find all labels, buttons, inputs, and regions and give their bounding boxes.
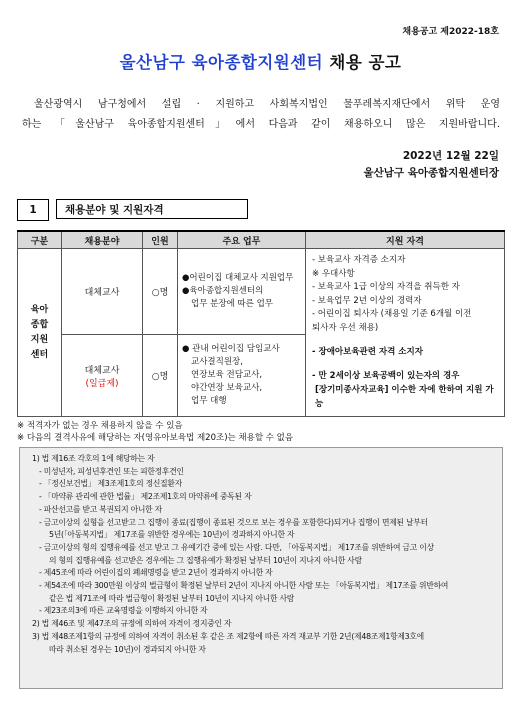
duty-line: 업무 대행 [191, 396, 227, 406]
issuer: 울산남구 육아종합지원센터장 [363, 167, 499, 179]
qual-line: - 어린이집 퇴사자 (채용일 기준 6개월 이전 [312, 309, 472, 319]
disq-item: - 「정신보건법」 제3조제1호의 정신질환자 [39, 479, 182, 489]
note-line: ※ 다음의 결격사유에 해당하는 자(영유아보육법 제20조)는 채용할 수 없음 [17, 432, 294, 443]
count-cell: ○명 [143, 249, 178, 335]
disq-item: - 금고이상의 형의 집행유예를 선고 받고 그 유예기간 중에 있는 사람. 다만, 「아동복지법」 제17조를 위반하여 금고 이상 [39, 542, 434, 552]
disq-item: - 파산선고를 받고 복권되지 아니한 자 [39, 504, 162, 514]
title-suffix: 채용 공고 [329, 53, 402, 72]
duty-line: 교사결직원장, [191, 357, 243, 367]
header-qualifications: 지원 자격 [306, 231, 505, 249]
intro-line-1: 울산광역시 남구청에서 설립 · 지원하고 사회복지법인 물푸레복지재단에서 위탁 운영 [34, 99, 500, 110]
header-duties: 주요 업무 [178, 231, 306, 249]
disq-item: - 제23조의3에 따른 교육명령을 이행하지 아니한 자 [39, 606, 208, 616]
division-cell: 육아 종합 지원 센터 [18, 249, 62, 417]
qual-bold-line: [장기미종사자교육] 이수한 자에 한하여 지원 가능 [315, 385, 494, 409]
duty-line: ● 관내 어린이집 담임교사 [182, 344, 280, 354]
field-cell: 대체교사 [62, 249, 143, 335]
field-daily-wage-note: (일급제) [85, 378, 119, 389]
disq-item: - 제54조에 따라 300만원 이상의 벌금형이 확정된 날부터 2년이 지나지 아니한 사람 또는 「아동복지법」 제17조를 위반하여 [39, 581, 449, 591]
qual-line: 퇴사자 우선 채용) [312, 322, 379, 333]
header-count: 인원 [143, 231, 178, 249]
notice-date: 2022년 12월 22일 [402, 150, 499, 162]
duty-line: 연장보육 전담교사, [191, 370, 263, 380]
section-number: 1 [17, 199, 49, 221]
duty-line: 야간연장 보육교사, [191, 383, 263, 393]
qualifications-cell [306, 249, 505, 417]
duty-line: ●어린이집 대체교사 지원업무 [182, 273, 294, 283]
disq-item: - 금고이상의 실형을 선고받고 그 집행이 종료(집행이 종료된 것으로 보는 경우를 포함한다)되거나 집행이 면제된 날부터 [39, 517, 428, 527]
disq-item: - 미성년자, 피성년후견인 또는 피한정후견인 [39, 466, 184, 476]
count-cell: ○명 [143, 335, 178, 417]
section-title: 채용분야 및 지원자격 [56, 199, 248, 219]
field-label: 대체교사 [84, 365, 120, 376]
field-cell [62, 335, 143, 417]
disq-item: 같은 법 제71조에 따라 벌금형이 확정된 날부터 10년이 지나지 아니한 사람 [49, 593, 295, 603]
disq-item: 3) 법 제48조제1항의 규정에 의하여 자격이 취소된 후 같은 조 제2항에 따른 자격 재교부 기한 2년(제48조제1항제3호에 [32, 631, 424, 641]
table-row [18, 249, 505, 335]
qual-line: - 보육업무 2년 이상의 경력자 [312, 295, 422, 306]
note-line: ※ 적격자가 없는 경우 채용하지 않을 수 있음 [17, 421, 183, 431]
title-center-name: 울산남구 육아종합지원센터 [119, 53, 324, 72]
disqualification-box [19, 447, 503, 689]
header-division: 구분 [18, 231, 62, 249]
disq-item: 따라 취소된 경우는 10년)이 경과되지 아니한 자 [49, 644, 206, 654]
disq-item: 2) 법 제46조 및 제47조의 규정에 의하여 자격이 정지중인 자 [32, 619, 232, 629]
disq-item: - 제45조에 따라 어린이집의 폐쇄명령을 받고 2년이 경과하지 아니한 자 [39, 568, 273, 578]
doc-number: 채용공고 제2022-18호 [402, 27, 499, 37]
table-header-row [18, 231, 505, 249]
recruitment-table [17, 230, 505, 417]
qual-line: - 보육교사 자격증 소지자 [312, 255, 406, 265]
qual-line: - 보육교사 1급 이상의 자격을 취득한 자 [312, 282, 460, 292]
notes [17, 421, 293, 444]
disq-item: 1) 법 제16조 각호의 1에 해당하는 자 [32, 454, 155, 463]
intro-line-2: 하는 「울산남구 육아종합지원센터」에서 다음과 같이 채용하오니 많은 지원바랍니다. [22, 119, 500, 130]
duty-line: ●육아종합지원센터의 [182, 286, 264, 296]
duties-cell [178, 335, 306, 417]
duties-cell [178, 249, 306, 335]
disq-item: 의 형의 집행유예를 선고받은 경우에는 그 집행유예가 확정된 날부터 10년이 지나지 아니한 사람 [49, 555, 362, 565]
intro-paragraph [22, 95, 500, 135]
qual-preferred-note: ※ 우대사항 [312, 268, 355, 279]
disq-item: - 「마약류 관리에 관한 법률」 제2조제1호의 마약류에 중독된 자 [39, 492, 252, 502]
qual-bold-line: - 만 2세이상 보육공백이 있는자의 경우 [312, 371, 460, 381]
duty-line: 업무 분장에 따른 업무 [191, 299, 274, 309]
page-title [0, 49, 521, 73]
disq-item: 5년(「아동복지법」 제17조를 위반한 경우에는 10년)이 경과하지 아니한 자 [49, 530, 295, 540]
qual-bold-line: - 장애아보육관련 자격 소지자 [312, 347, 423, 357]
header-field: 채용분야 [62, 231, 143, 249]
